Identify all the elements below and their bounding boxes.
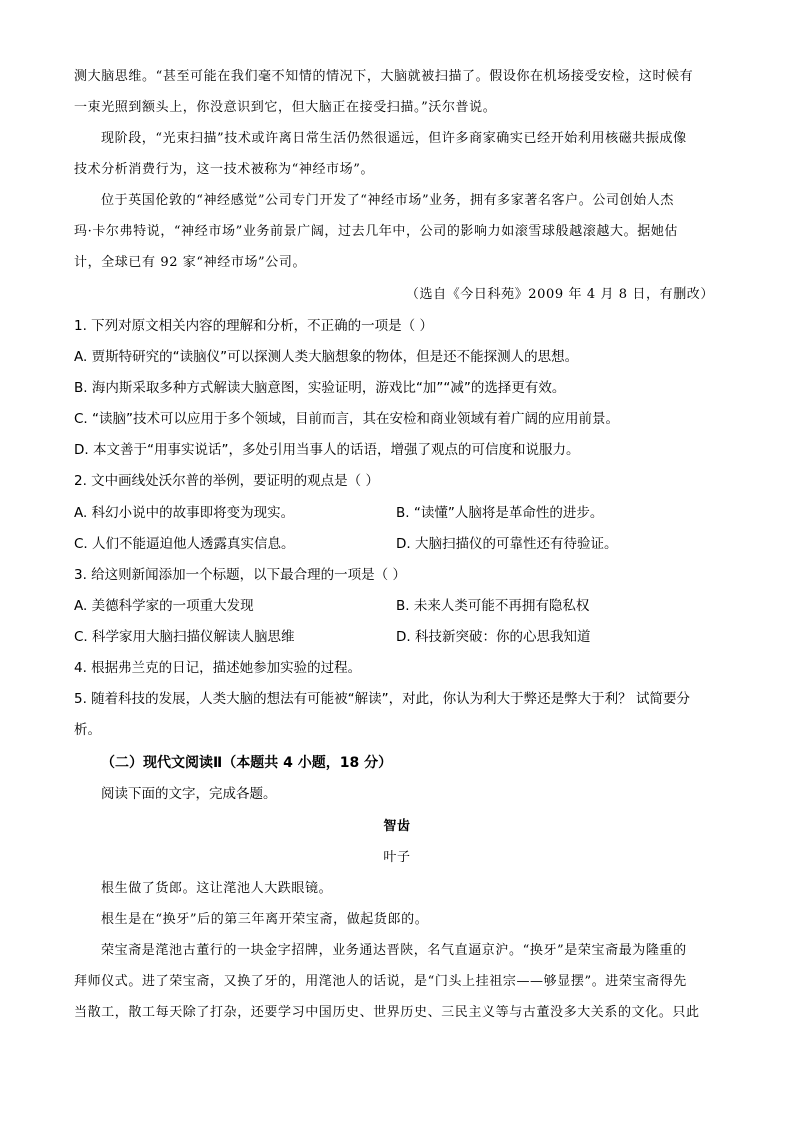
story-paragraph-3-line-2: 拜师仪式。进了荣宝斋，又换了牙的，用滗池人的话说，是“门头上挂祖宗——够显摆”。进荣宝斋得先 [74, 974, 687, 989]
question-1-option-d: D. 本文善于“用事实说话”，多处引用当事人的话语，增强了观点的可信度和说服力。 [74, 442, 580, 458]
question-1-option-b: B. 海内斯采取多种方式解读大脑意图，实验证明，游戏比“加”“减”的选择更有效。 [74, 380, 566, 396]
passage-paragraph-2-line-2: 技术分析消费行为，这一技术被称为“神经市场”。 [74, 162, 375, 177]
story-title: 智齿 [383, 819, 411, 834]
passage-paragraph-1-line-2: 一束光照到额头上，你没意识到它，但大脑正在接受扫描。”沃尔普说。 [74, 100, 497, 115]
passage-paragraph-1-line-1: 测大脑思维。“甚至可能在我们毫不知情的情况下，大脑就被扫描了。假设你在机场接受安检，这时候有 [74, 69, 694, 84]
question-1: 1. 下列对原文相关内容的理解和分析，不正确的一项是（ ） [74, 318, 433, 334]
passage-paragraph-3-line-1: 位于英国伦敦的“神经感觉”公司专门开发了“神经市场”业务，拥有多家著名客户。公司创始人杰 [101, 193, 674, 208]
question-2-option-c: C. 人们不能逼迫他人透露真实信息。 [74, 536, 295, 552]
question-1-option-a: A. 贾斯特研究的“读脑仪”可以探测人类大脑想象的物体，但是还不能探测人的思想。 [74, 349, 579, 365]
story-author: 叶子 [383, 850, 411, 865]
question-3-option-b: B. 未来人类可能不再拥有隐私权 [396, 598, 590, 614]
story-paragraph-2: 根生是在“换牙”后的第三年离开荣宝斋，做起货郎的。 [101, 912, 429, 927]
passage-source: （选自《今日科苑》2009 年 4 月 8 日，有删改） [405, 287, 714, 302]
passage-paragraph-2-line-1: 现阶段，“光束扫描”技术或许离日常生活仍然很遥远，但许多商家确实已经开始利用核磁共振成像 [101, 131, 687, 146]
story-paragraph-3-line-3: 当散工，散工每天除了打杂，还要学习中国历史、世界历史、三民主义等与古董没多大关系的文化。只此 [74, 1005, 700, 1020]
question-5-line-1: 5. 随着科技的发展，人类大脑的想法有可能被“解读”，对此，你认为利大于弊还是弊大于利？ 试简要分 [74, 691, 690, 707]
question-1-option-c: C. “读脑”技术可以应用于多个领域，目前而言，其在安检和商业领域有着广阔的应用前景。 [74, 411, 619, 427]
question-5-line-2: 析。 [74, 722, 101, 738]
question-2: 2. 文中画线处沃尔普的举例，要证明的观点是（ ） [74, 473, 379, 489]
question-2-option-b: B. “读懂”人脑将是革命性的进步。 [396, 505, 604, 521]
question-3: 3. 给这则新闻添加一个标题，以下最合理的一项是（ ） [74, 567, 406, 583]
passage-paragraph-3-line-2: 玛·卡尔弗特说，“神经市场”业务前景广阔，过去几年中，公司的影响力如滚雪球般越滚越大。据她估 [74, 224, 679, 239]
question-2-option-a: A. 科幻小说中的故事即将变为现实。 [74, 505, 295, 521]
question-3-option-d: D. 科技新突破：你的心思我知道 [396, 629, 591, 645]
question-2-option-d: D. 大脑扫描仪的可靠性还有待验证。 [396, 536, 618, 552]
passage-paragraph-3-line-3: 计，全球已有 92 家“神经市场”公司。 [74, 255, 307, 270]
section-heading: （二）现代文阅读Ⅱ（本题共 4 小题，18 分） [101, 755, 393, 771]
question-3-option-c: C. 科学家用大脑扫描仪解读人脑思维 [74, 629, 295, 645]
section-instruction: 阅读下面的文字，完成各题。 [101, 786, 277, 802]
question-4: 4. 根据弗兰克的日记，描述她参加实验的过程。 [74, 660, 362, 676]
question-3-option-a: A. 美德科学家的一项重大发现 [74, 598, 254, 614]
story-paragraph-1: 根生做了货郎。这让滗池人大跌眼镜。 [101, 881, 333, 896]
story-paragraph-3-line-1: 荣宝斋是滗池古董行的一块金字招牌，业务通达晋陕，名气直逼京沪。“换牙”是荣宝斋最为隆重的 [101, 943, 687, 958]
